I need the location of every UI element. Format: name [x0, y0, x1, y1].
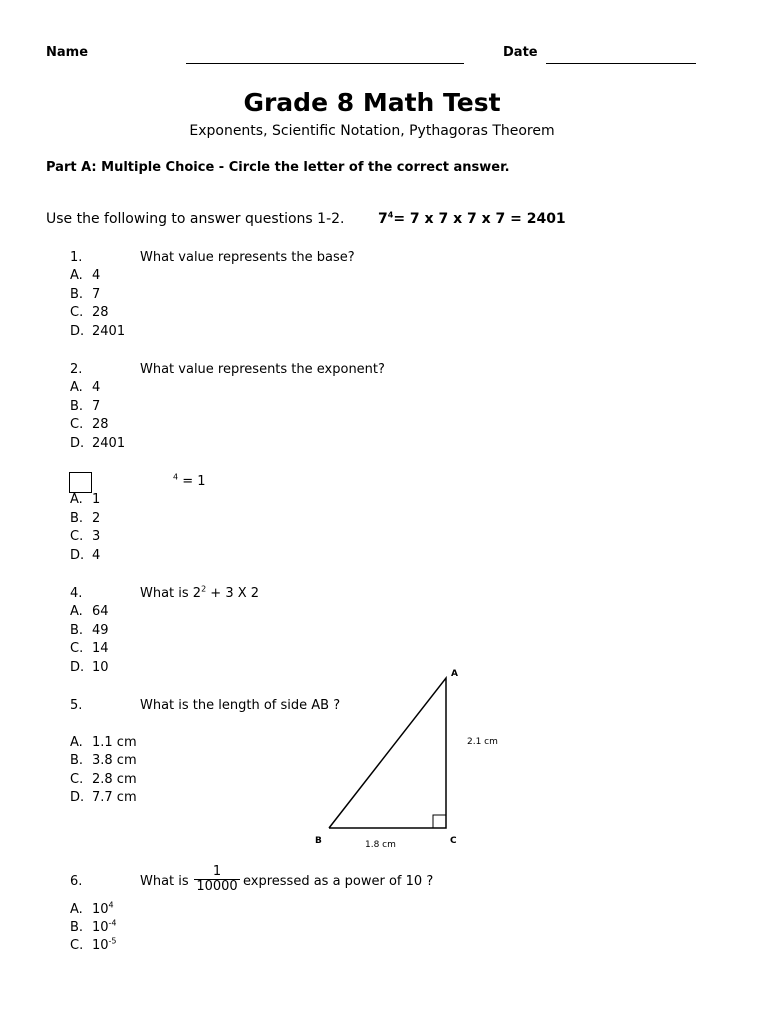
- question-number: 2.: [70, 362, 83, 377]
- option-c[interactable]: C. 28: [70, 417, 109, 432]
- name-field[interactable]: [186, 63, 464, 64]
- answer-box[interactable]: [69, 472, 92, 493]
- vertex-a-label: A: [451, 669, 458, 679]
- date-field[interactable]: [546, 63, 696, 64]
- option-b[interactable]: B. 7: [70, 287, 101, 302]
- option-c[interactable]: C. $10^{-5}$: [70, 936, 117, 953]
- question-number: 1.: [70, 250, 83, 265]
- question-text: What value represents the exponent?: [140, 362, 385, 377]
- question-text: What value represents the base?: [140, 250, 355, 265]
- option-b[interactable]: B. 7: [70, 399, 101, 414]
- option-b[interactable]: B. 2: [70, 511, 101, 526]
- expression-exponent: 4: [173, 472, 179, 482]
- option-a[interactable]: A. $10^4$: [70, 900, 114, 917]
- name-label: Name: [46, 45, 89, 60]
- option-d[interactable]: D. 10: [70, 660, 109, 675]
- option-b[interactable]: B. 49: [70, 623, 109, 638]
- triangle-diagram: [300, 660, 520, 860]
- option-c[interactable]: C. 14: [70, 641, 109, 656]
- option-a[interactable]: A. 1.1 cm: [70, 735, 137, 750]
- side-ac-label: 2.1 cm: [467, 737, 498, 747]
- part-a-heading: Part A: Multiple Choice - Circle the letter of the correct answer.: [46, 160, 510, 175]
- question-text-post: expressed as a power of 10 ?: [243, 874, 434, 889]
- option-c[interactable]: C. 2.8 cm: [70, 772, 137, 787]
- expr-exponent: 4: [387, 210, 394, 220]
- triangle-abc: [329, 678, 446, 828]
- option-d[interactable]: D. 2401: [70, 436, 126, 451]
- question-text: What is the length of side AB ?: [140, 698, 341, 713]
- question-number: 6.: [70, 874, 83, 889]
- vertex-b-label: B: [315, 836, 322, 846]
- option-d[interactable]: D. 2401: [70, 324, 126, 339]
- page-subtitle: Exponents, Scientific Notation, Pythagoras Theorem: [189, 123, 555, 139]
- option-a[interactable]: A. 4: [70, 268, 101, 283]
- vertex-c-label: C: [450, 836, 457, 846]
- option-c[interactable]: C. 3: [70, 529, 101, 544]
- fraction: [194, 865, 240, 894]
- expression-rest: = 1: [178, 474, 206, 489]
- option-c[interactable]: C. 28: [70, 305, 109, 320]
- option-a[interactable]: A. 1: [70, 492, 101, 507]
- question-text: What is $2^2 + 3$ X 2: [140, 584, 260, 601]
- date-label: Date: [503, 45, 538, 60]
- fraction-numerator: 1: [194, 865, 240, 880]
- side-bc-label: 1.8 cm: [365, 840, 396, 850]
- question-number: 4.: [70, 586, 83, 601]
- expr-rest: = 7 x 7 x 7 x 7 = 2401: [393, 211, 566, 227]
- option-a[interactable]: A. 4: [70, 380, 101, 395]
- right-angle-marker: [433, 815, 446, 828]
- question-number: 5.: [70, 698, 83, 713]
- page-title: Grade 8 Math Test: [243, 88, 501, 117]
- question-expression: [173, 474, 206, 489]
- question-text-pre: What is: [140, 874, 189, 889]
- intro-text: Use the following to answer questions 1-2.: [46, 211, 345, 227]
- option-d[interactable]: D. 4: [70, 548, 101, 563]
- expr-base: 7: [378, 211, 388, 227]
- option-d[interactable]: D. 7.7 cm: [70, 790, 137, 805]
- option-a[interactable]: A. 64: [70, 604, 109, 619]
- option-b[interactable]: B. $10^{-4}$: [70, 918, 117, 935]
- intro-expression: [378, 211, 566, 227]
- option-b[interactable]: B. 3.8 cm: [70, 753, 137, 768]
- fraction-denominator: 10000: [196, 879, 238, 894]
